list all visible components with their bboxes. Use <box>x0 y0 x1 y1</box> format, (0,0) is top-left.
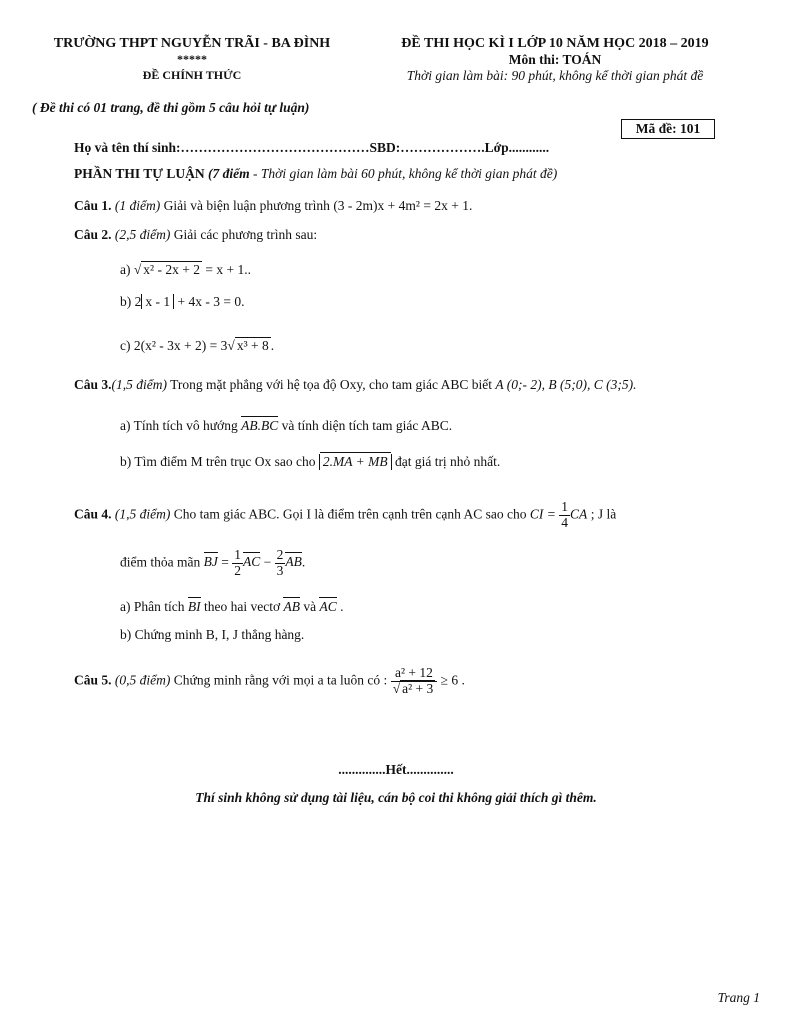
exam-code: Mã đề: 101 <box>621 119 715 139</box>
school-name: TRƯỜNG THPT NGUYỄN TRÃI - BA ĐÌNH <box>53 36 331 51</box>
q2c-radicand: x³ + 8 <box>236 338 269 353</box>
q3-coords: A (0;- 2), B (5;0), C (3;5). <box>495 377 637 392</box>
q4-line2-text: điểm thỏa mãn <box>120 554 204 570</box>
q1-text: Giải và biện luận phương trình <box>160 198 334 213</box>
question-1 <box>74 198 472 214</box>
q4-label: Câu 4. <box>74 506 112 522</box>
section-title <box>74 166 557 182</box>
q3a-rest: và tính diện tích tam giác ABC. <box>278 418 453 433</box>
q3-text: Trong mặt phẳng với hệ tọa độ Oxy, cho tam giác ABC biết <box>167 377 496 392</box>
q2a-radicand: x² - 2x + 2 <box>143 262 200 277</box>
q4-text: Cho tam giác ABC. Gọi I là điểm trên cạnh trên cạnh AC sao cho <box>170 506 530 522</box>
q5-label: Câu 5. <box>74 672 112 688</box>
q1-equation: (3 - 2m)x + 4m² = 2x + 1. <box>333 198 473 213</box>
q2-text: Giải các phương trình sau: <box>170 227 318 242</box>
q4a-ab: AB <box>283 599 300 614</box>
question-4 <box>74 500 616 531</box>
q4-j-text: ; J là <box>587 506 617 522</box>
q4-frac-1-2: $\frac{1}{2}$ <box>234 547 241 578</box>
q2-part-c <box>120 338 274 354</box>
official-label: ĐỀ CHÍNH THỨC <box>142 68 242 82</box>
q5-text: Chứng minh rằng với mọi a ta luôn có : <box>170 672 391 688</box>
q4-points: (1,5 điểm) <box>114 506 171 522</box>
footer-note: Thí sinh không sử dụng tài liệu, cán bộ coi thi không giải thích gì thêm. <box>195 790 597 805</box>
question-2 <box>74 227 317 243</box>
section-points: (7 điểm <box>208 166 250 181</box>
q2c-mid: = 3 <box>206 338 228 353</box>
q4a-text: a) Phân tích <box>120 599 188 614</box>
stars: ***** <box>177 52 207 66</box>
q4-frac-2-3: $\frac{2}{3}$ <box>276 547 284 578</box>
q4-bj: BJ <box>203 554 218 570</box>
q2c-end: . <box>270 338 275 353</box>
q4-part-a: a) Phân tích BI theo hai vectơ AB và AC . <box>120 599 344 614</box>
pages-note: ( Đề thi có 01 trang, đề thi gồm 5 câu hỏi tự luận) <box>32 100 310 115</box>
section-note: - Thời gian làm bài 60 phút, không kể thời gian phát đề) <box>249 166 558 181</box>
q4a-bi: BI <box>187 599 201 614</box>
sqrt-sign-3: √ <box>392 680 401 696</box>
q2b-absolute: x - 1 <box>141 294 174 309</box>
exam-title: ĐỀ THI HỌC KÌ I LỚP 10 NĂM HỌC 2018 – 2019 <box>401 36 709 51</box>
end-marker: ..............Hết.............. <box>338 762 454 777</box>
q4-ac: AC <box>242 554 261 570</box>
q4-ca: CA <box>570 506 588 522</box>
student-info: Họ và tên thí sinh:……………………………………SBD:……………….Lớp............ <box>74 140 550 155</box>
page-number: Trang 1 <box>717 990 760 1005</box>
q3b-abs-vector: 2.MA + MB <box>319 454 392 470</box>
q2c-label: c) 2 <box>120 338 141 353</box>
section-name: PHẦN THI TỰ LUẬN <box>74 166 205 181</box>
q5-points: (0,5 điểm) <box>114 672 171 688</box>
q3-points: (1,5 điểm) <box>111 377 167 392</box>
q4-line-2: điểm thỏa mãn BJ = $\frac{1}{2}$ AC − $\frac{2}{3}$ AB. <box>120 547 306 578</box>
sqrt-sign-2: √ <box>227 338 235 353</box>
subject: Môn thi: TOÁN <box>508 52 602 67</box>
q2b-label: b) 2 <box>120 294 142 309</box>
q1-points: (1 điểm) <box>114 198 161 213</box>
exam-time: Thời gian làm bài: 90 phút, không kể thời gian phát đề <box>406 68 704 83</box>
q1-label: Câu 1. <box>74 198 112 213</box>
q3a-text: a) Tính tích vô hướng <box>120 418 242 433</box>
sqrt-sign: √ <box>133 262 142 277</box>
q3-label: Câu 3. <box>74 377 112 392</box>
q3b-rest: đạt giá trị nhỏ nhất. <box>391 454 501 469</box>
q4-frac-1-4: $\frac{1}{4}$ <box>561 499 569 530</box>
q2-label: Câu 2. <box>74 227 112 242</box>
q2-points: (2,5 điểm) <box>114 227 171 242</box>
q3-part-a <box>120 418 452 434</box>
q2-part-b <box>120 294 244 310</box>
header-right <box>370 36 740 84</box>
q2c-paren: (x² - 3x + 2) <box>140 338 207 353</box>
q3-part-b <box>120 454 500 470</box>
q5-fraction: $\frac{\text{a² + 12}}{\text{√ a² + 3}}$ <box>391 666 438 697</box>
q3a-vector: AB.BC <box>241 418 279 433</box>
header-left <box>22 36 362 83</box>
q4-ab: AB <box>285 554 302 570</box>
q2a-label: a) <box>120 262 131 277</box>
q4a-ac: AC <box>319 599 337 614</box>
q2-part-a <box>120 262 251 278</box>
question-5 <box>74 666 465 697</box>
question-3 <box>74 377 636 393</box>
q5-rhs: ≥ 6 . <box>437 672 465 688</box>
q3b-text: b) Tìm điểm M trên trục Ox sao cho <box>120 454 319 469</box>
q4-part-b: b) Chứng minh B, I, J thẳng hàng. <box>120 627 305 642</box>
q4-ci: CI = <box>529 506 560 522</box>
q2b-rest: + 4x - 3 = 0. <box>174 294 245 309</box>
q2a-rhs: = x + 1.. <box>201 262 251 277</box>
